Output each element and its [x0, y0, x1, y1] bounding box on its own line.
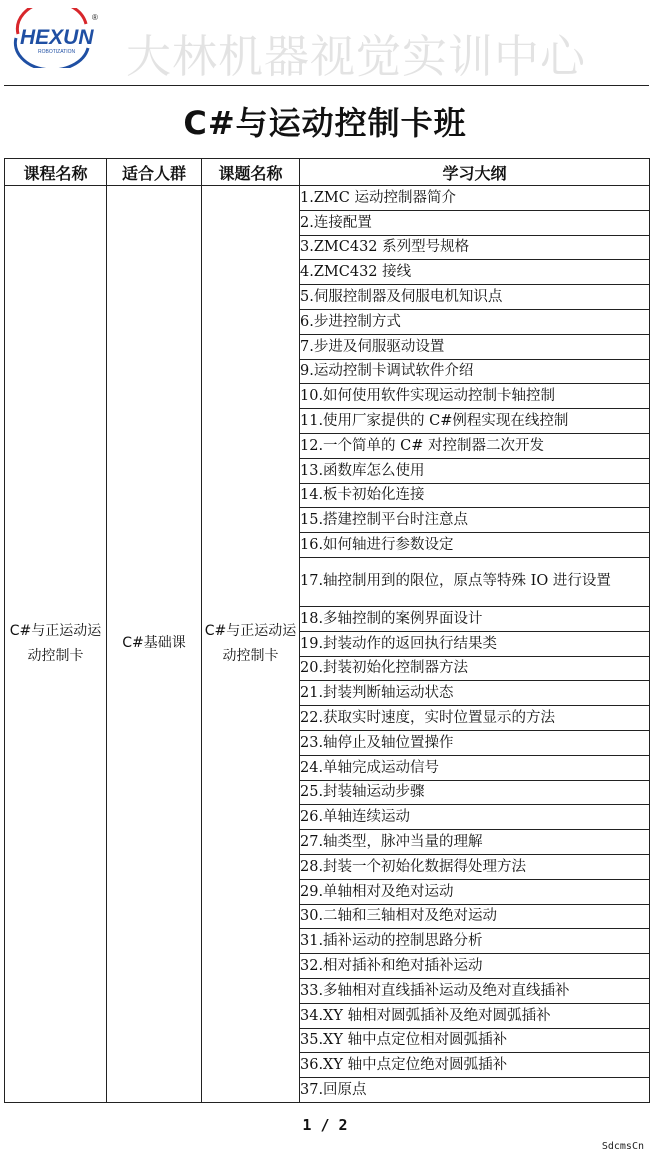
- svg-text:ROBOTIZATION: ROBOTIZATION: [38, 49, 76, 55]
- course-table: [4, 158, 650, 1103]
- outline-item: 1.ZMC 运动控制器简介: [300, 186, 650, 211]
- outline-item: 35.XY 轴中点定位相对圆弧插补: [300, 1028, 650, 1053]
- outline-item: 2.连接配置: [300, 210, 650, 235]
- header-divider: [4, 85, 649, 86]
- outline-item: 23.轴停止及轴位置操作: [300, 730, 650, 755]
- audience-cell: C#基础课: [107, 186, 202, 1103]
- outline-item: 4.ZMC432 接线: [300, 260, 650, 285]
- outline-item: 32.相对插补和绝对插补运动: [300, 954, 650, 979]
- outline-item: 22.获取实时速度，实时位置显示的方法: [300, 706, 650, 731]
- outline-item: 10.如何使用软件实现运动控制卡轴控制: [300, 384, 650, 409]
- outline-item: 21.封装判断轴运动状态: [300, 681, 650, 706]
- svg-text:®: ®: [92, 13, 98, 22]
- footer-mark: SdcmsCn: [601, 1141, 644, 1152]
- outline-item: 27.轴类型，脉冲当量的理解: [300, 830, 650, 855]
- outline-item: 28.封装一个初始化数据得处理方法: [300, 854, 650, 879]
- outline-item: 37.回原点: [300, 1078, 650, 1103]
- course-name-cell: C#与正运动运动控制卡: [5, 186, 107, 1103]
- table-header-row: [5, 159, 650, 186]
- outline-item: 19.封装动作的返回执行结果类: [300, 631, 650, 656]
- header-audience: 适合人群: [107, 159, 202, 186]
- header-course-name: 课程名称: [5, 159, 107, 186]
- outline-item: 24.单轴完成运动信号: [300, 755, 650, 780]
- outline-item: 12.一个简单的 C# 对控制器二次开发: [300, 433, 650, 458]
- outline-item: 9.运动控制卡调试软件介绍: [300, 359, 650, 384]
- svg-text:HEXUN: HEXUN: [20, 26, 94, 49]
- outline-item: 20.封装初始化控制器方法: [300, 656, 650, 681]
- outline-item: 26.单轴连续运动: [300, 805, 650, 830]
- header-topic-name: 课题名称: [202, 159, 300, 186]
- outline-item: 14.板卡初始化连接: [300, 483, 650, 508]
- table-body: [5, 186, 650, 1103]
- outline-item: 15.搭建控制平台时注意点: [300, 508, 650, 533]
- outline-item: 30.二轴和三轴相对及绝对运动: [300, 904, 650, 929]
- company-logo: [8, 8, 104, 68]
- outline-item: 5.伺服控制器及伺服电机知识点: [300, 285, 650, 310]
- table-row: [5, 186, 650, 211]
- page-title: C#与运动控制卡班: [183, 104, 467, 142]
- page-header: [0, 0, 650, 86]
- outline-item: 6.步进控制方式: [300, 309, 650, 334]
- watermark-title: 大林机器视觉实训中心: [126, 30, 587, 83]
- page-number: 1 / 2: [302, 1116, 348, 1134]
- outline-item: 36.XY 轴中点定位绝对圆弧插补: [300, 1053, 650, 1078]
- outline-item: 17.轴控制用到的限位，原点等特殊 IO 进行设置: [300, 557, 650, 606]
- outline-item: 16.如何轴进行参数设定: [300, 533, 650, 558]
- topic-name-cell: C#与正运动运动控制卡: [202, 186, 300, 1103]
- outline-item: 25.封装轴运动步骤: [300, 780, 650, 805]
- outline-item: 29.单轴相对及绝对运动: [300, 879, 650, 904]
- outline-item: 33.多轴相对直线插补运动及绝对直线插补: [300, 978, 650, 1003]
- outline-item: 7.步进及伺服驱动设置: [300, 334, 650, 359]
- outline-item: 13.函数库怎么使用: [300, 458, 650, 483]
- outline-item: 3.ZMC432 系列型号规格: [300, 235, 650, 260]
- outline-item: 11.使用厂家提供的 C#例程实现在线控制: [300, 409, 650, 434]
- header-outline: 学习大纲: [300, 159, 650, 186]
- outline-item: 18.多轴控制的案例界面设计: [300, 606, 650, 631]
- outline-item: 34.XY 轴相对圆弧插补及绝对圆弧插补: [300, 1003, 650, 1028]
- outline-item: 31.插补运动的控制思路分析: [300, 929, 650, 954]
